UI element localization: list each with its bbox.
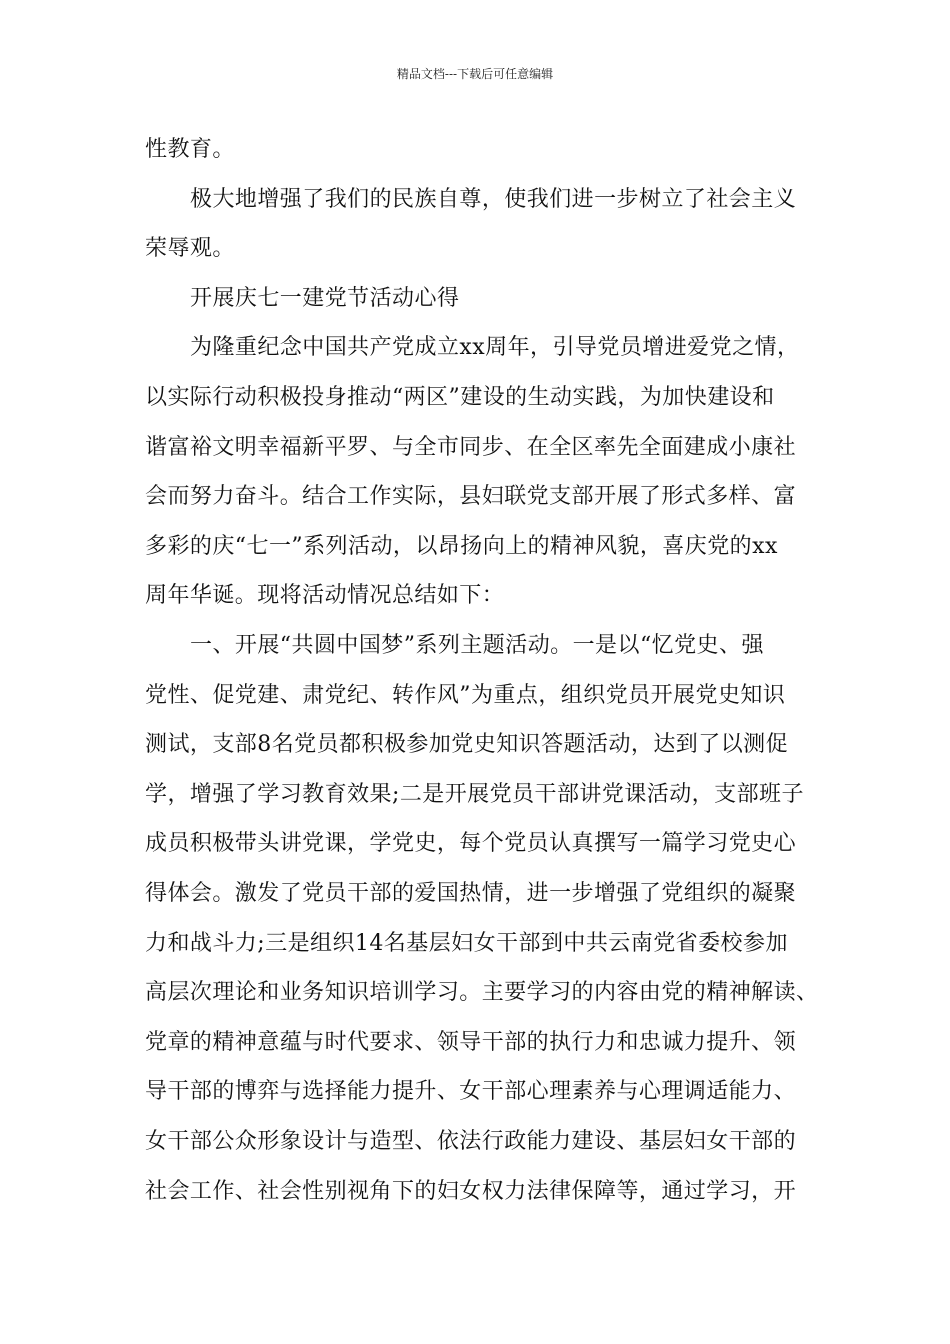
text-line: 多彩的庆“七一”系列活动，以昂扬向上的精神风貌，喜庆党的xx — [145, 533, 778, 559]
text-line: 学，增强了学习教育效果;二是开展党员干部讲党课活动，支部班子 — [145, 781, 804, 807]
text-line: 会而努力奋斗。结合工作实际，县妇联党支部开展了形式多样、富 — [145, 484, 797, 510]
text-line: 性教育。 — [145, 137, 235, 162]
text-line: 为隆重纪念中国共产党成立xx周年，引导党员增进爱党之情， — [190, 335, 800, 361]
text-line: 导干部的博弈与选择能力提升、女干部心理素养与心理调适能力、 — [145, 1079, 797, 1105]
text-line: 女干部公众形象设计与造型、依法行政能力建设、基层妇女干部的 — [145, 1129, 797, 1154]
text-line: 得体会。激发了党员干部的爱国热情，进一步增强了党组织的凝聚 — [145, 881, 797, 906]
text-line: 极大地增强了我们的民族自尊，使我们进一步树立了社会主义 — [190, 186, 797, 212]
text-line: 力和战斗力;三是组织14名基层妇女干部到中共云南党省委校参加 — [145, 930, 788, 956]
text-line: 高层次理论和业务知识培训学习。主要学习的内容由党的精神解读、 — [145, 980, 819, 1006]
text-line: 一、开展“共圆中国梦”系列主题活动。一是以“忆党史、强 — [190, 633, 764, 658]
text-line: 党章的精神意蕴与时代要求、领导干部的执行力和忠诚力提升、领 — [145, 1029, 797, 1055]
text-line: 谐富裕文明幸福新平罗、与全市同步、在全区率先全面建成小康社 — [145, 434, 797, 460]
text-line: 党性、促党建、肃党纪、转作风”为重点，组织党员开展党史知识 — [145, 682, 786, 708]
text-line: 荣辱观。 — [145, 236, 235, 262]
text-line: 成员积极带头讲党课，学党史，每个党员认真撰写一篇学习党史心 — [145, 831, 797, 857]
text-line: 测试，支部8名党员都积极参加党史知识答题活动，达到了以测促 — [145, 732, 789, 758]
text-line: 周年华诞。现将活动情况总结如下： — [145, 583, 505, 609]
text-line: 社会工作、社会性别视角下的妇女权力法律保障等，通过学习，开 — [145, 1178, 797, 1204]
text-line: 以实际行动积极投身推动“两区”建设的生动实践，为加快建设和 — [145, 385, 775, 410]
page-header: 精品文档---下载后可任意编辑 — [396, 67, 554, 81]
section-title: 开展庆七一建党节活动心得 — [190, 285, 460, 311]
